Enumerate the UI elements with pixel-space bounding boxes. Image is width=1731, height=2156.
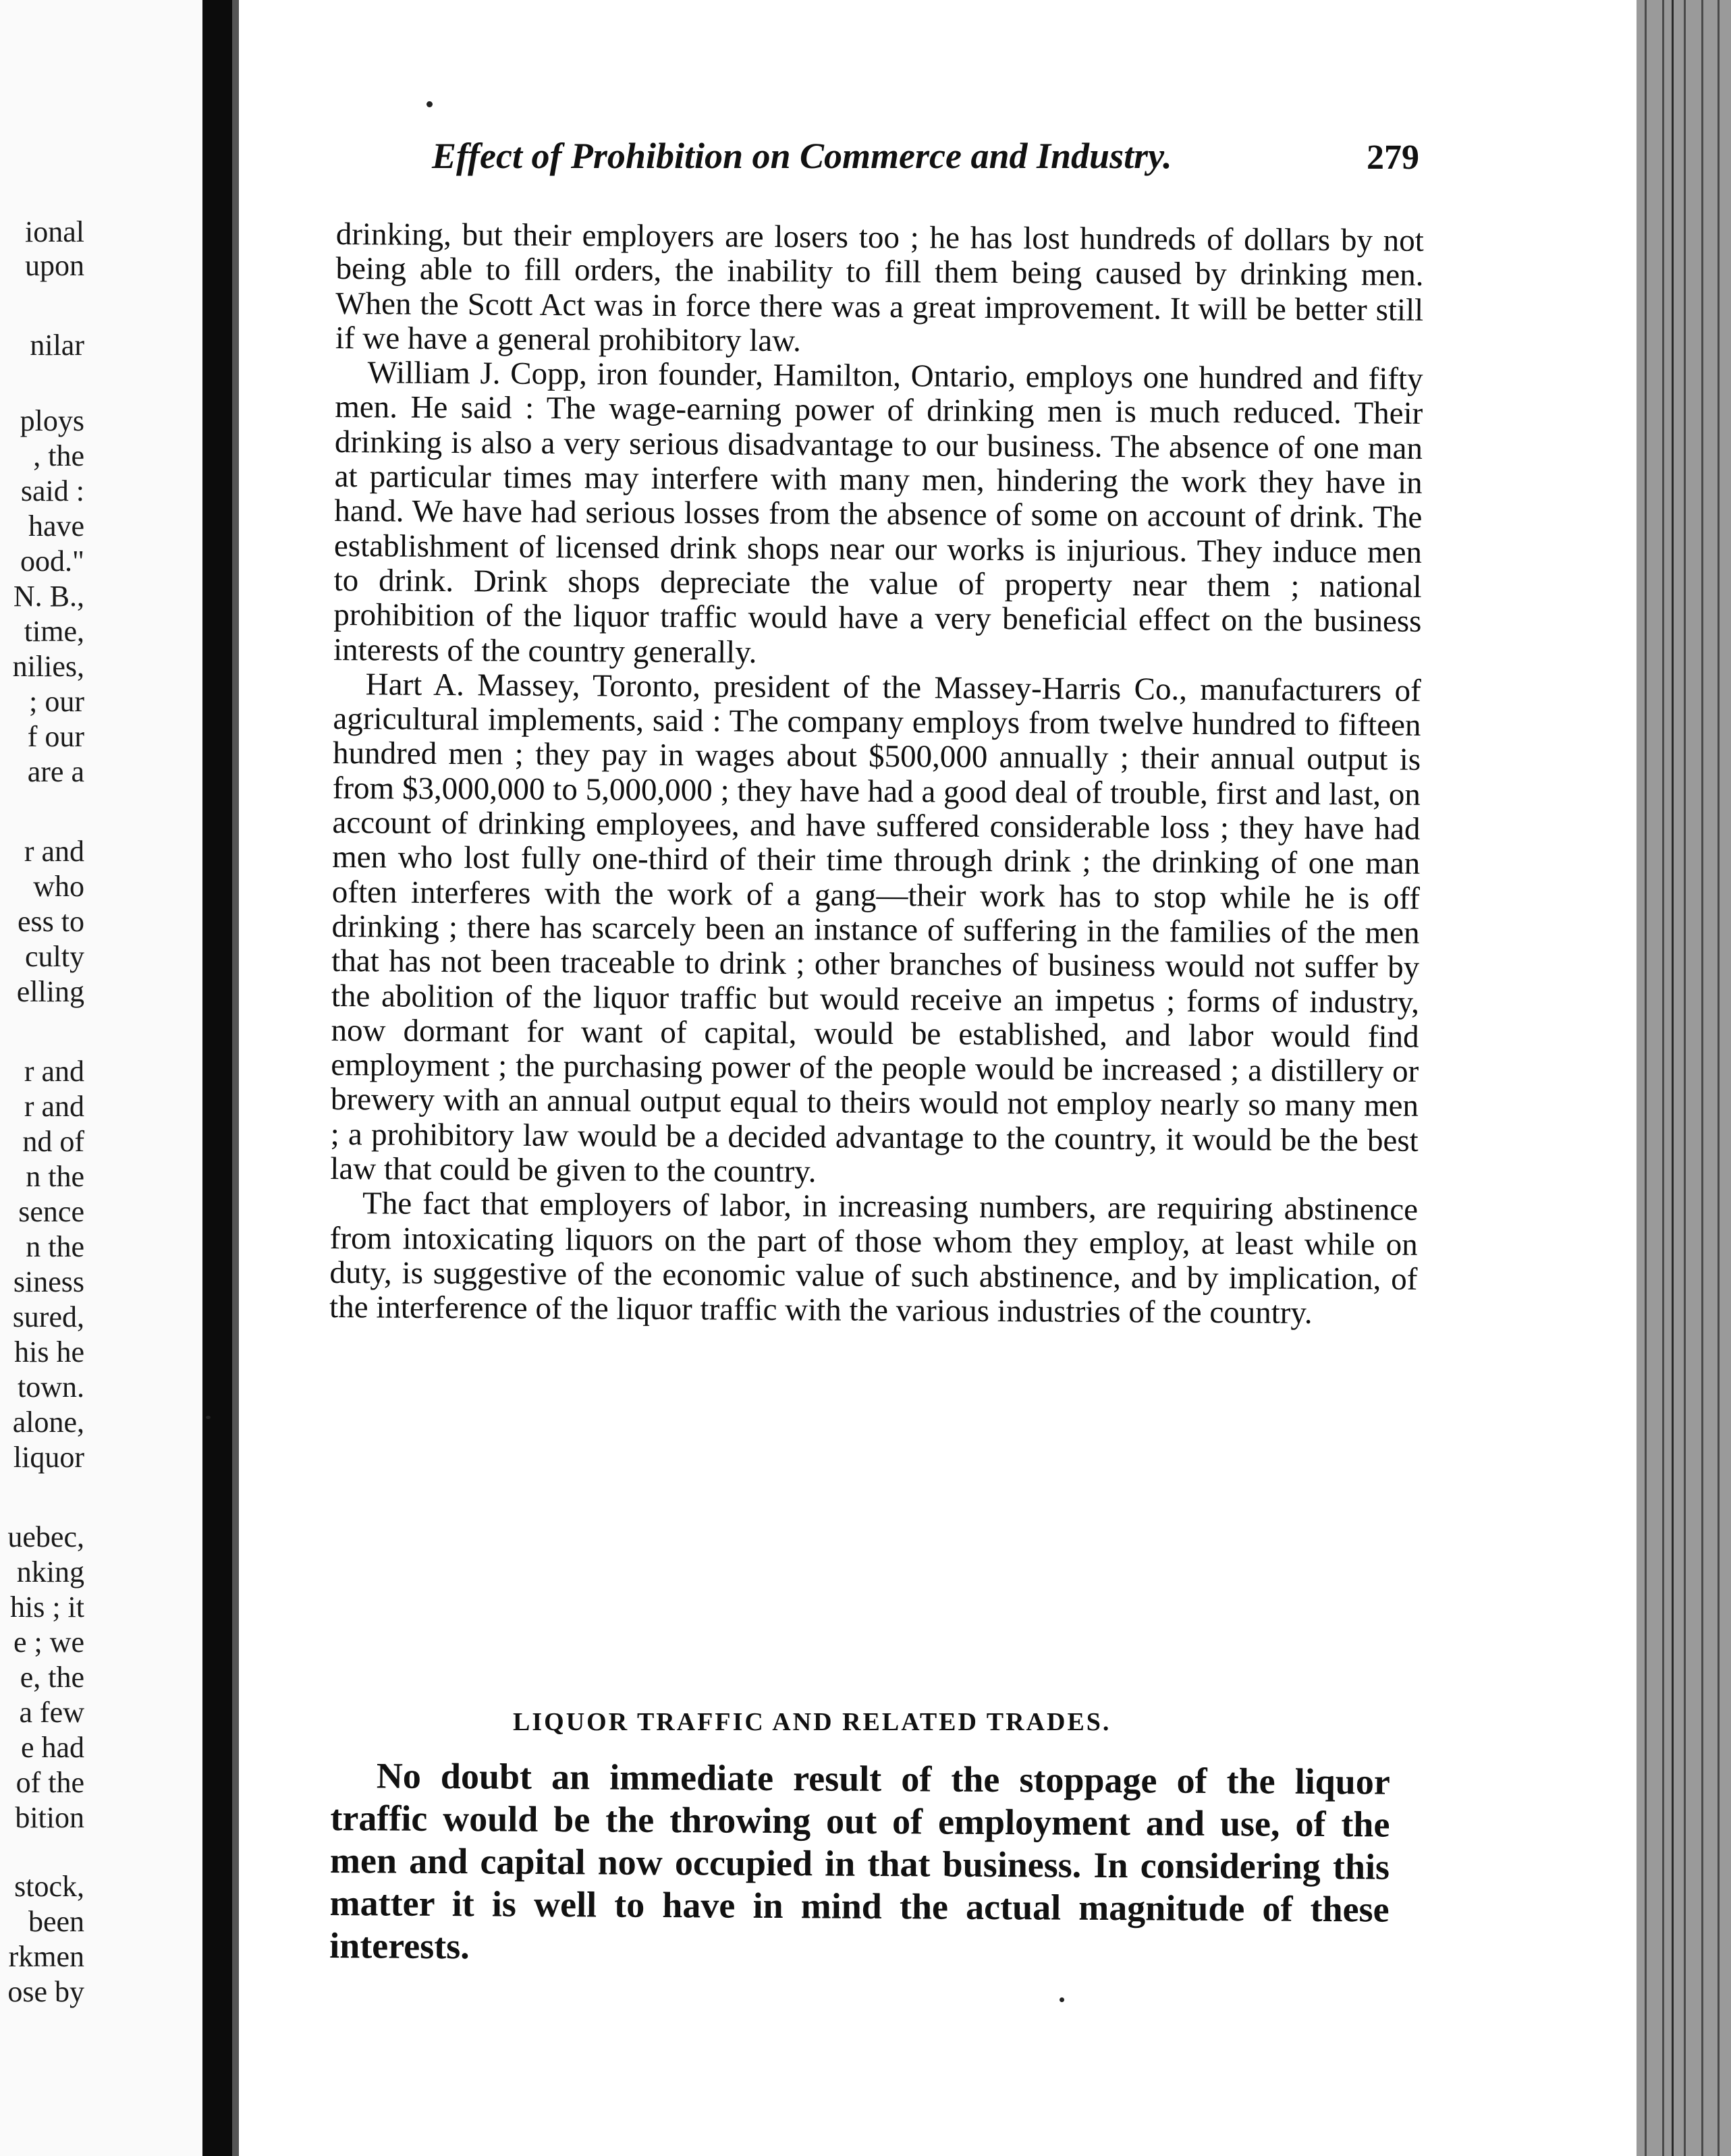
left-page-fragment: r and <box>24 835 84 868</box>
print-speck <box>206 1416 211 1419</box>
left-page-fragment: ess to <box>18 905 84 938</box>
left-page-fragment: nking <box>16 1555 84 1588</box>
left-page-fragment: r and <box>24 1090 84 1123</box>
left-page-fragment: his ; it <box>9 1591 84 1624</box>
left-page-fragment: sured, <box>12 1300 84 1333</box>
left-page-fragment: r and <box>24 1055 84 1088</box>
left-page-fragment: nilies, <box>12 650 84 683</box>
left-page-fragment: N. B., <box>13 580 84 613</box>
left-page-fragment: n the <box>26 1230 84 1263</box>
left-page-fragment: uebec, <box>7 1520 84 1553</box>
left-page-fragment: are a <box>27 755 84 788</box>
left-page-fragment: e had <box>20 1731 84 1764</box>
body-text <box>329 217 1424 1331</box>
page-edge-line <box>1701 0 1703 2156</box>
page-edge-line <box>1662 0 1664 2156</box>
left-page-fragment: time, <box>24 615 84 648</box>
left-page-fragment: f our <box>27 720 84 753</box>
paragraph-hart-massey: Hart A. Massey, Toronto, president of the Massey-Harris Co., manufacturers of agricultural implements, said : The company employs from twelve hundred to fifteen hundred men ; they pay in wages about $500,000 annually ; their annual output is from $3,000,000 to 5,000,000 ; they have had a good deal of trouble, first and last, on account of drinking employees, and have suffered considerable loss ; they have had men who lost fully one-third of their time through drink ; the drinking of one man often interferes with the work of a gang—their work has to stop while he is off drinking ; there has scarcely been an instance of suffering in the families of the men that has not been traceable to drink ; other branches of business would not suffer by the abolition of the liquor traffic but would receive an impetus ; forms of industry, now dormant for want of capital, would be established, and labor would find employment ; the purchasing power of the people would be increased ; a distillery or brewery with an annual output equal to theirs would not employ nearly so many men ; a prohibitory law would be a decided advantage to the country, it would be the best law that could be given to the country. <box>330 667 1421 1190</box>
left-page-fragment: ose by <box>7 1975 84 2008</box>
left-page-fragment: bition <box>15 1801 84 1834</box>
book-gutter <box>202 0 232 2156</box>
left-page-fragment: e ; we <box>13 1626 84 1659</box>
left-page-fragment: ploys <box>20 404 84 437</box>
left-page-fragment: ood." <box>20 545 84 578</box>
left-page-fragment: of the <box>16 1766 84 1799</box>
print-speck <box>1060 1997 1064 2002</box>
left-page-fragment: upon <box>25 249 84 282</box>
left-page-fragment: have <box>28 509 84 543</box>
section-intro-paragraph: No doubt an immediate result of the stoppage of the liquor traffic would be the throwing out of employment and use, of the men and capital now occupied in that business. In considering this matter it is well to have in mind the actual magnitude of these interests. <box>329 1755 1390 1967</box>
book-fore-edge <box>1637 0 1731 2156</box>
page-edge-line <box>1718 0 1720 2156</box>
left-page-fragment: rkmen <box>8 1940 84 1973</box>
gutter-edge <box>232 0 239 2156</box>
left-page-fragment: , the <box>33 439 84 472</box>
left-page-fragment: nd of <box>22 1125 84 1158</box>
paragraph-william-copp: William J. Copp, iron founder, Hamilton, Ontario, employs one hundred and fifty men. He said : The wage-earning power of drinking men is much reduced. Their drinking is also a very serious disadvantage to our business. The absence of one man at particular times may interfere with many men, hindering the work they have in hand. We have had serious losses from the absence of some on account of drink. The establishment of licensed drink shops near our works is injurious. They induce men to drink. Drink shops depreciate the value of property near them ; national prohibition of the liquor traffic would have a very beneficial effect on the business interests of the country generally. <box>333 355 1423 670</box>
left-page-fragment: ional <box>25 215 84 248</box>
left-page-fragment: said : <box>20 474 84 507</box>
left-page-fragment: nilar <box>30 329 84 362</box>
paragraph-employers-abstinence: The fact that employers of labor, in increasing numbers, are requiring abstinence from intoxicating liquors on the part of those whom they employ, at least while on duty, is suggestive of the economic value of such abstinence, and by implication, of the interference of the liquor traffic with the various industries of the country. <box>329 1186 1419 1331</box>
left-page-fragment: a few <box>19 1696 84 1729</box>
left-page-fragment: stock, <box>14 1870 84 1903</box>
left-page-fragment: culty <box>25 940 84 973</box>
left-page-fragment: been <box>28 1905 84 1938</box>
print-speck <box>427 101 433 107</box>
left-page-fragment: who <box>33 870 84 903</box>
left-page-fragment: town. <box>18 1371 84 1404</box>
left-page-fragment: sence <box>18 1195 84 1228</box>
section-heading: LIQUOR TRAFFIC AND RELATED TRADES. <box>513 1708 1111 1736</box>
paragraph-employers-losers: drinking, but their employers are losers too ; he has lost hundreds of dollars by not being able to fill orders, the inability to fill them being caused by drinking men. When the Scott Act was in force there was a great improvement. It will be better still if we have a general prohibitory law. <box>335 217 1424 359</box>
page-edge-line <box>1684 0 1686 2156</box>
left-page-fragment: n the <box>26 1160 84 1193</box>
page-number: 279 <box>1367 138 1419 177</box>
left-page-fragment: elling <box>16 975 84 1008</box>
running-head: Effect of Prohibition on Commerce and Industry. <box>432 136 1172 176</box>
left-page-fragment: ; our <box>29 685 84 718</box>
page-edge-line <box>1645 0 1647 2156</box>
page-edge-line <box>1672 0 1674 2156</box>
left-page-fragment: e, the <box>20 1661 84 1694</box>
left-page-fragment: alone, <box>12 1406 84 1439</box>
left-page-fragment: siness <box>13 1265 84 1298</box>
left-page-fragment: his he <box>14 1335 84 1369</box>
left-page-fragment: liquor <box>13 1441 84 1474</box>
left-facing-page <box>0 0 202 2156</box>
